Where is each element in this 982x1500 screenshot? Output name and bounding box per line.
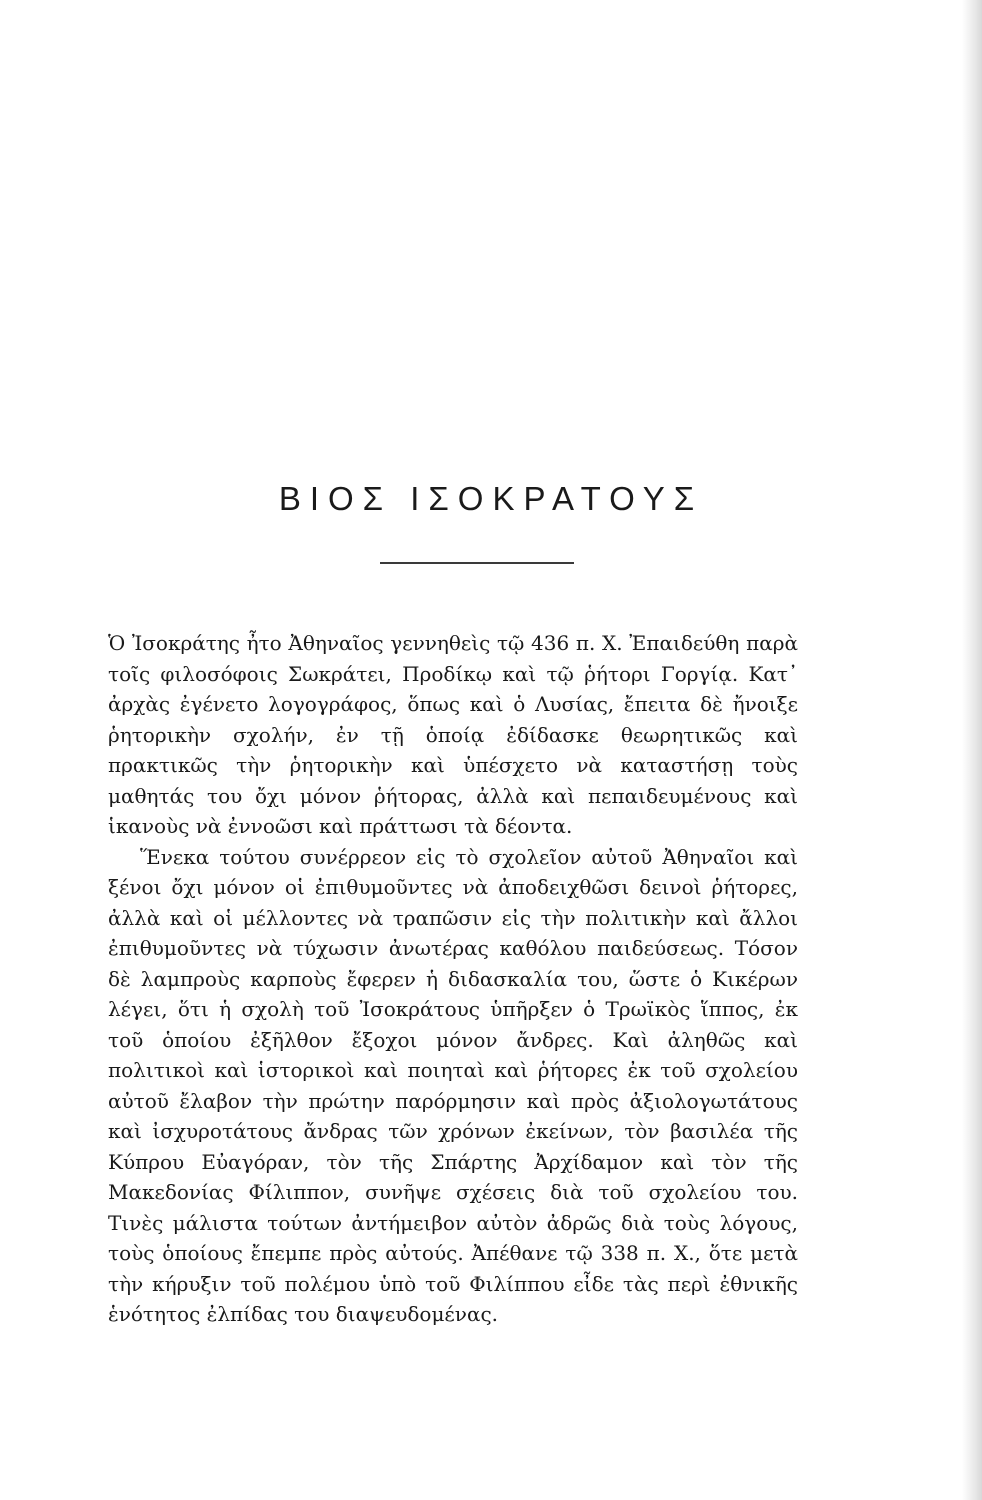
paragraph-2: Ἕνεκα τούτου συνέρρεον εἰς τὸ σχολεῖον αὐτοῦ Ἀθηναῖοι καὶ ξένοι ὄχι μόνον οἱ ἐπιθυμοῦντες νὰ ἀποδειχθῶσι δεινοὶ ῥήτορες, ἀλλὰ καὶ οἱ μέλλοντες νὰ τραπῶσιν εἰς τὴν πολιτικὴν καὶ ἄλλοι ἐπιθυμοῦντες νὰ τύχωσιν ἀνωτέρας καθόλου παιδεύσεως. Τόσον δὲ λαμπροὺς καρποὺς ἔφερεν ἡ διδασκαλία του, ὥστε ὁ Κικέρων λέγει, ὅτι ἡ σχολὴ τοῦ Ἰσοκράτους ὑπῆρξεν ὁ Τρωϊκὸς ἵππος, ἐκ τοῦ ὁποίου ἐξῆλθον ἔξοχοι μόνον ἄνδρες. Καὶ ἀληθῶς καὶ πολιτικοὶ καὶ ἱστορικοὶ καὶ ποιηταὶ καὶ ῥήτορες ἐκ τοῦ σχολείου αὐτοῦ ἔλαβον τὴν πρώτην παρόρμησιν καὶ πρὸς ἀξιολογωτάτους καὶ ἰσχυροτάτους ἄνδρας τῶν χρόνων ἐκείνων, τὸν βασιλέα τῆς Κύπρου Εὐαγόραν, τὸν τῆς Σπάρτης Ἀρχίδαμον καὶ τὸν τῆς Μακεδονίας Φίλιππον, συνῆψε σχέσεις διὰ τοῦ σχολείου του. Τινὲς μάλιστα τούτων ἀντήμειβον αὐτὸν ἀδρῶς διὰ τοὺς λόγους, τοὺς ὁποίους ἔπεμπε πρὸς αὐτούς. Ἀπέθανε τῷ 338 π. Χ., ὅτε μετὰ τὴν κήρυξιν τοῦ πολέμου ὑπὸ τοῦ Φιλίππου εἶδε τὰς περὶ ἐθνικῆς ἑνότητος ἐλπίδας του διαψευδομένας. <box>108 844 798 1326</box>
title-divider <box>380 562 574 564</box>
paragraph-1: Ὁ Ἰσοκράτης ἦτο Ἀθηναῖος γεννηθεὶς τῷ 436 π. Χ. Ἐπαιδεύθη παρὰ τοῖς φιλοσόφοις Σωκράτει, Προδίκῳ καὶ τῷ ῥήτορι Γοργίᾳ. Κατ᾽ ἀρχὰς ἐγένετο λογογράφος, ὅπως καὶ ὁ Λυσίας, ἔπειτα δὲ ἤνοιξε ῥητορικὴν σχολήν, ἐν τῇ ὁποίᾳ ἐδίδασκε θεωρητικῶς καὶ πρακτικῶς τὴν ῥητορικὴν καὶ ὑπέσχετο νὰ καταστήσῃ τοὺς μαθητάς του ὄχι μόνον ῥήτορας, ἀλλὰ καὶ πεπαιδευμένους καὶ ἱκανοὺς νὰ ἐννοῶσι καὶ πράττωσι τὰ δέοντα. <box>108 631 798 838</box>
body-text <box>108 628 798 1330</box>
page-edge-shadow <box>962 0 982 1500</box>
page-title: ΒΙΟΣ ΙΣΟΚΡΑΤΟΥΣ <box>278 480 704 517</box>
